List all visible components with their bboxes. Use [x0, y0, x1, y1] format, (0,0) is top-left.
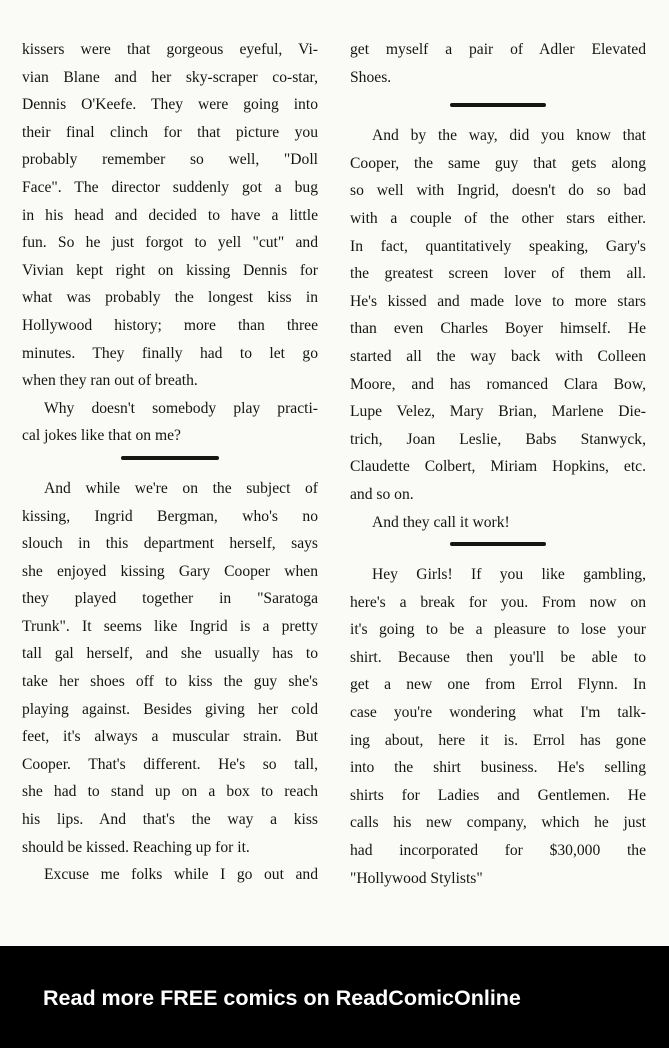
text-line: fun. So he just forgot to yell "cut" and — [22, 234, 318, 252]
section-divider — [450, 103, 546, 107]
text-line: Lupe Velez, Mary Brian, Marlene Die- — [350, 403, 646, 421]
text-line: minutes. They finally had to let go — [22, 344, 318, 362]
text-line: should be kissed. Reaching up for it. — [22, 838, 250, 856]
text-line: his lips. And that's the way a kiss — [22, 811, 318, 829]
left-paragraph-2 — [22, 395, 318, 450]
text-line: "Hollywood Stylists" — [350, 869, 483, 887]
promo-banner-text[interactable]: Read more FREE comics on ReadComicOnline — [43, 986, 521, 1010]
text-line: And they call it work! — [372, 513, 510, 531]
right-paragraph-1 — [350, 36, 646, 91]
left-column — [22, 36, 318, 889]
text-line: what was probably the longest kiss in — [22, 289, 318, 307]
text-line: started all the way back with Colleen — [350, 347, 646, 365]
text-line: had incorporated for $30,000 the — [350, 842, 646, 860]
text-line: Trunk". It seems like Ingrid is a pretty — [22, 617, 318, 635]
text-line: And while we're on the subject of — [44, 479, 318, 497]
text-line: so well with Ingrid, doesn't do so bad — [350, 182, 646, 200]
text-line: than even Charles Boyer himself. He — [350, 320, 646, 338]
text-line: In fact, quantitatively speaking, Gary's — [350, 237, 646, 255]
text-line: Hey Girls! If you like gambling, — [372, 566, 646, 584]
text-line: calls his new company, which he just — [350, 814, 646, 832]
text-line: she had to stand up on a box to reach — [22, 783, 318, 801]
right-paragraph-2 — [350, 122, 646, 508]
text-line: in his head and decided to have a little — [22, 206, 318, 224]
text-line: it's going to be a pleasure to lose your — [350, 621, 646, 639]
text-line: into the shirt business. He's selling — [350, 759, 646, 777]
text-line: feet, it's always a muscular strain. But — [22, 728, 318, 746]
text-line: kissers were that gorgeous eyeful, Vi- — [22, 41, 318, 58]
text-line: she enjoyed kissing Gary Cooper when — [22, 562, 318, 580]
text-line: cal jokes like that on me? — [22, 427, 181, 445]
text-line: take her shoes off to kiss the guy she's — [22, 673, 318, 691]
text-line: Dennis O'Keefe. They were going into — [22, 96, 318, 114]
left-paragraph-4 — [22, 861, 318, 889]
text-line: probably remember so well, "Doll — [22, 151, 318, 169]
text-line: Face". The director suddenly got a bug — [22, 178, 318, 196]
text-line: case you're wondering what I'm talk- — [350, 704, 646, 722]
text-line: Cooper, the same guy that gets along — [350, 154, 646, 172]
right-paragraph-4 — [350, 561, 646, 892]
text-line: Excuse me folks while I go out and — [44, 866, 318, 884]
text-line: He's kissed and made love to more stars — [350, 292, 646, 310]
text-line: Moore, and has romanced Clara Bow, — [350, 375, 646, 393]
text-line: playing against. Besides giving her cold — [22, 700, 318, 718]
left-paragraph-3 — [22, 475, 318, 861]
text-line: when they ran out of breath. — [22, 372, 198, 390]
text-line: Why doesn't somebody play practi- — [44, 399, 318, 417]
text-line: shirt. Because then you'll be able to — [350, 648, 646, 666]
text-line: slouch in this department herself, says — [22, 535, 318, 553]
text-line: tall gal herself, and she usually has to — [22, 645, 318, 663]
right-paragraph-3 — [350, 509, 646, 537]
text-line: get myself a pair of Adler Elevated — [350, 41, 646, 58]
text-line: Shoes. — [350, 68, 392, 86]
text-line: vian Blane and her sky-scraper co-star, — [22, 68, 318, 86]
text-line: and so on. — [350, 485, 414, 503]
text-line: ing about, here it is. Errol has gone — [350, 731, 646, 749]
text-line: the greatest screen lover of them all. — [350, 265, 646, 283]
left-paragraph-1 — [22, 36, 318, 395]
text-line: here's a break for you. From now on — [350, 593, 646, 611]
text-line: their final clinch for that picture you — [22, 123, 318, 141]
text-line: Claudette Colbert, Miriam Hopkins, etc. — [350, 458, 646, 476]
text-line: Cooper. That's different. He's so tall, — [22, 755, 318, 773]
section-divider — [450, 542, 546, 546]
text-line: Vivian kept right on kissing Dennis for — [22, 261, 318, 279]
right-column — [350, 36, 646, 892]
text-line: get a new one from Errol Flynn. In — [350, 676, 646, 694]
text-line: Hollywood history; more than three — [22, 316, 318, 334]
text-line: they played together in "Saratoga — [22, 590, 318, 608]
text-line: kissing, Ingrid Bergman, who's no — [22, 507, 318, 525]
text-line: shirts for Ladies and Gentlemen. He — [350, 786, 646, 804]
text-line: And by the way, did you know that — [372, 127, 646, 145]
text-line: with a couple of the other stars either. — [350, 209, 646, 227]
section-divider — [121, 456, 219, 460]
text-line: trich, Joan Leslie, Babs Stanwyck, — [350, 430, 646, 448]
